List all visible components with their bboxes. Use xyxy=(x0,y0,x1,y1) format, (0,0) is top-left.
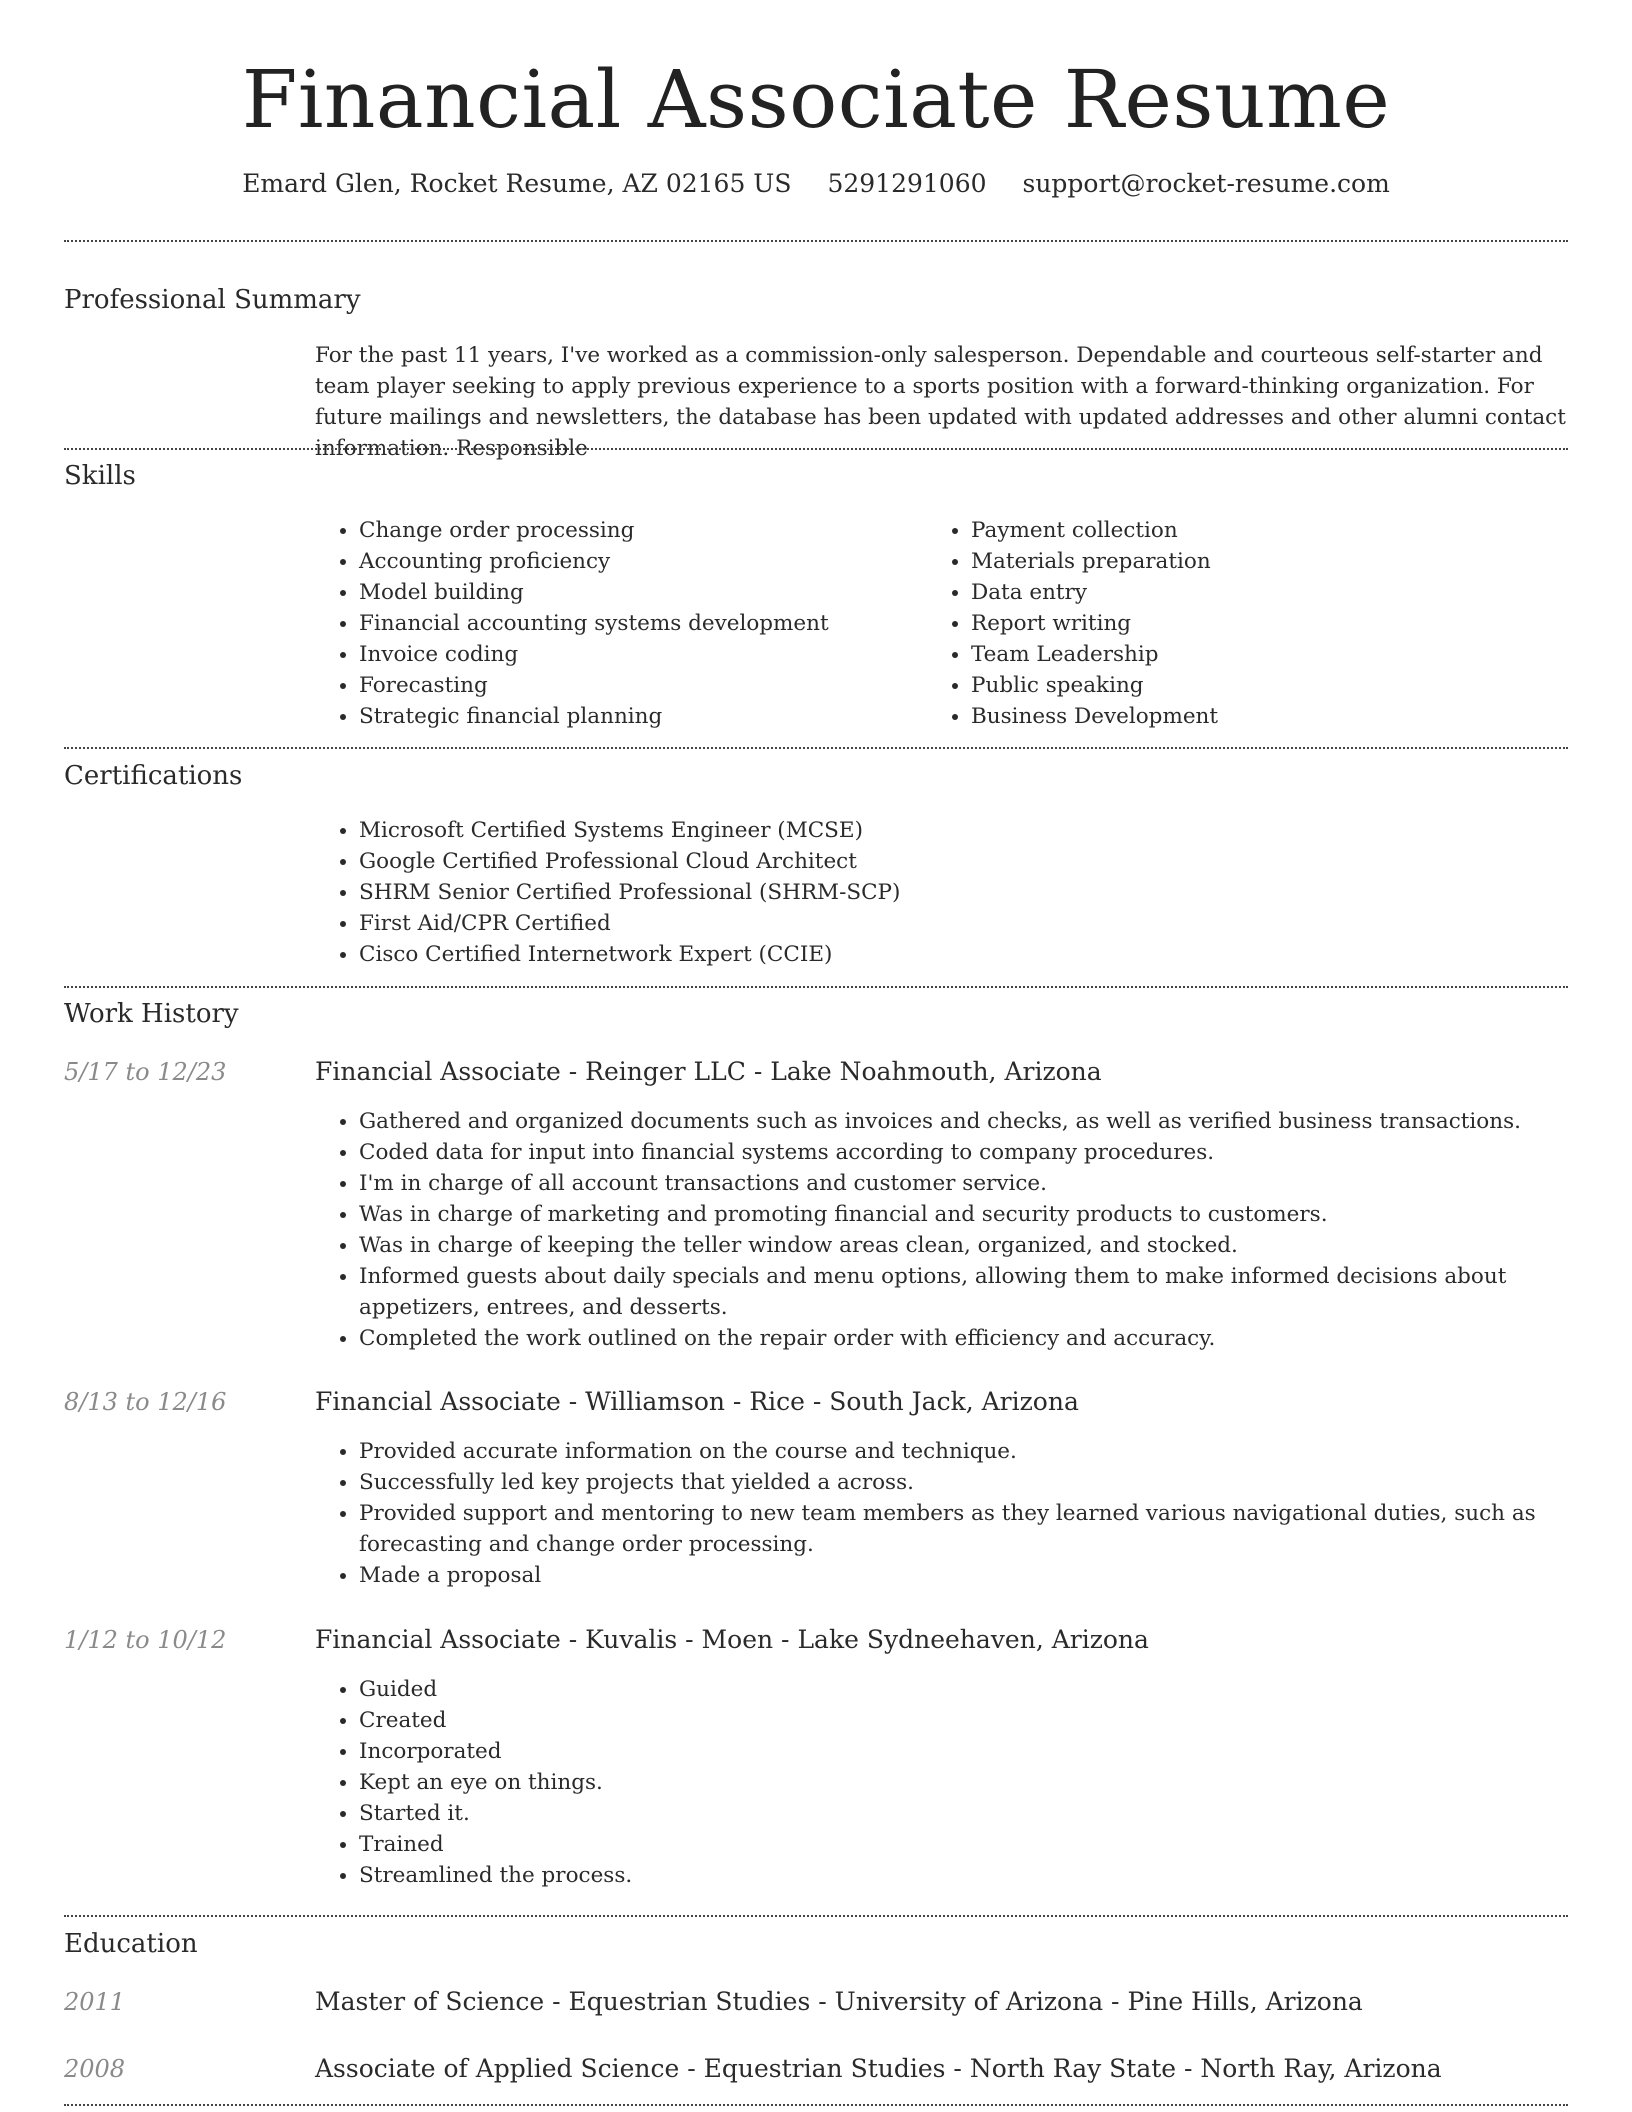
job-bullet: • Provided accurate information on the course and technique. xyxy=(359,1436,1612,1467)
contact-phone: 5291291060 xyxy=(827,169,987,198)
section-divider xyxy=(64,2104,1568,2106)
education-year: 2008 xyxy=(64,2055,126,2083)
job-title: Financial Associate - Kuvalis - Moen - Lake Sydneehaven, Arizona xyxy=(315,1625,1149,1654)
skills-list-left xyxy=(315,515,919,732)
skill-item: • Report writing xyxy=(971,608,1571,639)
certification-item: • Google Certified Professional Cloud Architect xyxy=(359,846,1559,877)
job-bullet: • Guided xyxy=(359,1674,1612,1705)
contact-line xyxy=(0,168,1632,200)
skills-list-right xyxy=(927,515,1571,732)
job-bullet: • Gathered and organized documents such as invoices and checks, as well as verified business transactions. xyxy=(359,1106,1612,1137)
skill-item: • Change order processing xyxy=(359,515,919,546)
education-heading: Education xyxy=(64,1929,198,1959)
job-dates: 1/12 to 10/12 xyxy=(64,1626,227,1654)
certification-item: • First Aid/CPR Certified xyxy=(359,908,1559,939)
skill-item: • Payment collection xyxy=(971,515,1571,546)
certifications-heading: Certifications xyxy=(64,761,243,791)
contact-email: support@rocket-resume.com xyxy=(1022,169,1390,198)
summary-heading: Professional Summary xyxy=(64,285,361,315)
skill-item: • Model building xyxy=(359,577,919,608)
education-year: 2011 xyxy=(64,1988,126,2016)
job-bullet: • Was in charge of marketing and promoting financial and security products to customers. xyxy=(359,1199,1612,1230)
certification-item: • Microsoft Certified Systems Engineer (MCSE) xyxy=(359,815,1559,846)
job-dates: 8/13 to 12/16 xyxy=(64,1388,227,1416)
skill-item: • Materials preparation xyxy=(971,546,1571,577)
work-history-heading: Work History xyxy=(64,999,239,1029)
section-divider xyxy=(64,1915,1568,1917)
skill-item: • Accounting proficiency xyxy=(359,546,919,577)
job-bullet: • Informed guests about daily specials and menu options, allowing them to make informed decisions about appetizers, entrees, and desserts. xyxy=(359,1261,1612,1323)
job-bullet: • Provided support and mentoring to new team members as they learned various navigational duties, such as forecasting and change order processing. xyxy=(359,1498,1612,1560)
section-divider xyxy=(64,240,1568,242)
skill-item: • Business Development xyxy=(971,701,1571,732)
skills-heading: Skills xyxy=(64,461,136,491)
job-bullet: • Kept an eye on things. xyxy=(359,1767,1612,1798)
summary-text: For the past 11 years, I've worked as a commission-only salesperson. Dependable and courteous self-starter and team player seeking to apply previous experience to a sports position with a forward-thinking organization. For future mailings and newsletters, the database has been updated with updated addresses and other alumni contact information. Responsible xyxy=(315,343,1566,461)
certification-item: • Cisco Certified Internetwork Expert (CCIE) xyxy=(359,939,1559,970)
certifications-list xyxy=(315,815,1559,970)
job-title: Financial Associate - Williamson - Rice - South Jack, Arizona xyxy=(315,1387,1079,1416)
skill-item: • Team Leadership xyxy=(971,639,1571,670)
job-bullet: • Started it. xyxy=(359,1798,1612,1829)
job-bullet: • Trained xyxy=(359,1829,1612,1860)
skill-item: • Strategic financial planning xyxy=(359,701,919,732)
skill-item: • Invoice coding xyxy=(359,639,919,670)
skill-item: • Data entry xyxy=(971,577,1571,608)
job-bullets xyxy=(315,1106,1612,1354)
job-bullet: • Incorporated xyxy=(359,1736,1612,1767)
job-bullet: • I'm in charge of all account transactions and customer service. xyxy=(359,1168,1612,1199)
skill-item: • Financial accounting systems development xyxy=(359,608,919,639)
job-bullet: • Made a proposal xyxy=(359,1560,1612,1591)
section-divider xyxy=(64,747,1568,749)
job-bullets xyxy=(315,1674,1612,1891)
skill-item: • Forecasting xyxy=(359,670,919,701)
education-degree: Master of Science - Equestrian Studies - University of Arizona - Pine Hills, Arizona xyxy=(315,1987,1363,2016)
contact-address: Emard Glen, Rocket Resume, AZ 02165 US xyxy=(242,169,792,198)
certification-item: • SHRM Senior Certified Professional (SHRM-SCP) xyxy=(359,877,1559,908)
skill-item: • Public speaking xyxy=(971,670,1571,701)
education-degree: Associate of Applied Science - Equestrian Studies - North Ray State - North Ray, Arizona xyxy=(315,2054,1442,2083)
job-bullet: • Was in charge of keeping the teller window areas clean, organized, and stocked. xyxy=(359,1230,1612,1261)
job-bullet: • Streamlined the process. xyxy=(359,1860,1612,1891)
job-bullet: • Created xyxy=(359,1705,1612,1736)
section-divider xyxy=(64,986,1568,988)
job-bullet: • Successfully led key projects that yielded a across. xyxy=(359,1467,1612,1498)
job-dates: 5/17 to 12/23 xyxy=(64,1058,227,1086)
section-divider xyxy=(64,448,1568,450)
job-bullet: • Completed the work outlined on the repair order with efficiency and accuracy. xyxy=(359,1323,1612,1354)
job-title: Financial Associate - Reinger LLC - Lake Noahmouth, Arizona xyxy=(315,1057,1102,1086)
job-bullets xyxy=(315,1436,1612,1591)
resume-title: Financial Associate Resume xyxy=(241,53,1391,146)
job-bullet: • Coded data for input into financial systems according to company procedures. xyxy=(359,1137,1612,1168)
